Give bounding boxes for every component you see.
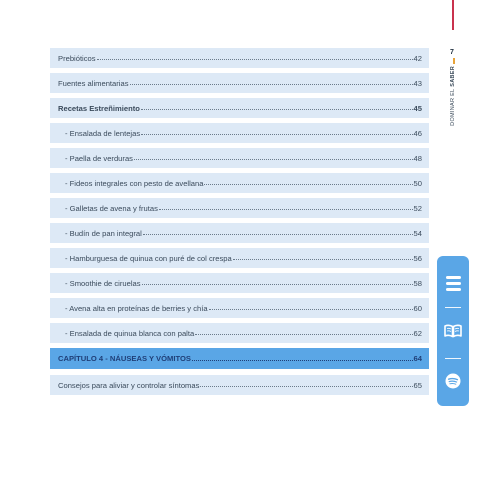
toc-leader-dots [192,355,413,361]
toc-label: - Galletas de avena y frutas [65,203,158,213]
toc-row-ensalada-lentejas[interactable] [50,123,429,143]
toc-page: 62 [413,328,422,338]
menu-separator [445,307,461,308]
toc-row-smoothie-ciruelas[interactable] [50,273,429,293]
menu-icon[interactable] [446,276,461,294]
vertical-book-title [450,66,456,126]
toc-leader-dots [141,129,412,135]
toc-label: CAPÍTULO 4 - NÁUSEAS Y VÓMITOS [58,354,191,363]
toc-label: - Hamburguesa de quinua con puré de col crespa [65,253,232,263]
toc-row-fuentes-alimentarias[interactable] [50,73,429,93]
toc-label: Fuentes alimentarias [58,78,129,88]
spotify-icon[interactable] [445,373,461,394]
toc-row-ensalada-quinua[interactable] [50,323,429,343]
toc-leader-dots [142,279,413,285]
toc-page: 58 [413,278,422,288]
toc-page: 42 [413,53,422,63]
toc-page: 52 [413,203,422,213]
menu-separator [445,358,461,359]
toc-page: 50 [413,178,422,188]
page-number: 7 [450,49,454,56]
vertical-title-light: DOMINAR EL [450,88,456,126]
toc-label: - Budín de pan integral [65,228,142,238]
table-of-contents [50,48,429,400]
toc-leader-dots [97,54,413,60]
toc-label: Prebióticos [58,53,96,63]
toc-page: 65 [413,380,422,390]
toc-page: 56 [413,253,422,263]
toc-leader-dots [195,329,412,335]
vertical-title-bold: SABER [450,66,456,87]
toc-row-consejos[interactable] [50,375,429,395]
toc-page: 48 [413,153,422,163]
toc-label: Recetas Estreñimiento [58,103,140,113]
toc-row-paella-verduras[interactable] [50,148,429,168]
toc-leader-dots [134,154,413,160]
book-icon[interactable] [444,324,462,343]
toc-row-recetas-estrenimiento[interactable] [50,98,429,118]
toc-row-capitulo-4[interactable] [50,348,429,369]
toc-row-hamburguesa-quinua[interactable] [50,248,429,268]
toc-row-prebioticos[interactable] [50,48,429,68]
toc-label: - Fideos integrales con pesto de avellana [65,178,204,188]
toc-leader-dots [143,229,413,235]
toc-label: - Smoothie de ciruelas [65,278,141,288]
toc-leader-dots [141,104,413,110]
toc-leader-dots [209,304,413,310]
toc-page: 60 [413,303,422,313]
toc-page: 46 [413,128,422,138]
toc-leader-dots [233,254,413,260]
toc-page: 45 [413,103,422,113]
toc-leader-dots [200,381,412,387]
toc-page: 64 [413,354,422,363]
toc-page: 54 [413,228,422,238]
edge-accent-line [452,0,454,30]
toc-leader-dots [204,179,412,185]
toc-label: - Ensalada de quinua blanca con palta [65,328,195,338]
toc-row-galletas-avena[interactable] [50,198,429,218]
toc-label: - Paella de verduras [65,153,133,163]
toc-page: 43 [413,78,422,88]
toc-label: - Avena alta en proteínas de berries y chía [65,303,208,313]
toc-leader-dots [130,79,413,85]
toc-row-fideos-integrales[interactable] [50,173,429,193]
side-navigation-panel [437,256,469,406]
toc-label: - Ensalada de lentejas [65,128,141,138]
toc-row-budin-pan[interactable] [50,223,429,243]
toc-leader-dots [159,204,413,210]
accent-dash [453,58,455,64]
toc-label: Consejos para aliviar y controlar síntomas [58,380,200,390]
toc-row-avena-proteinas[interactable] [50,298,429,318]
